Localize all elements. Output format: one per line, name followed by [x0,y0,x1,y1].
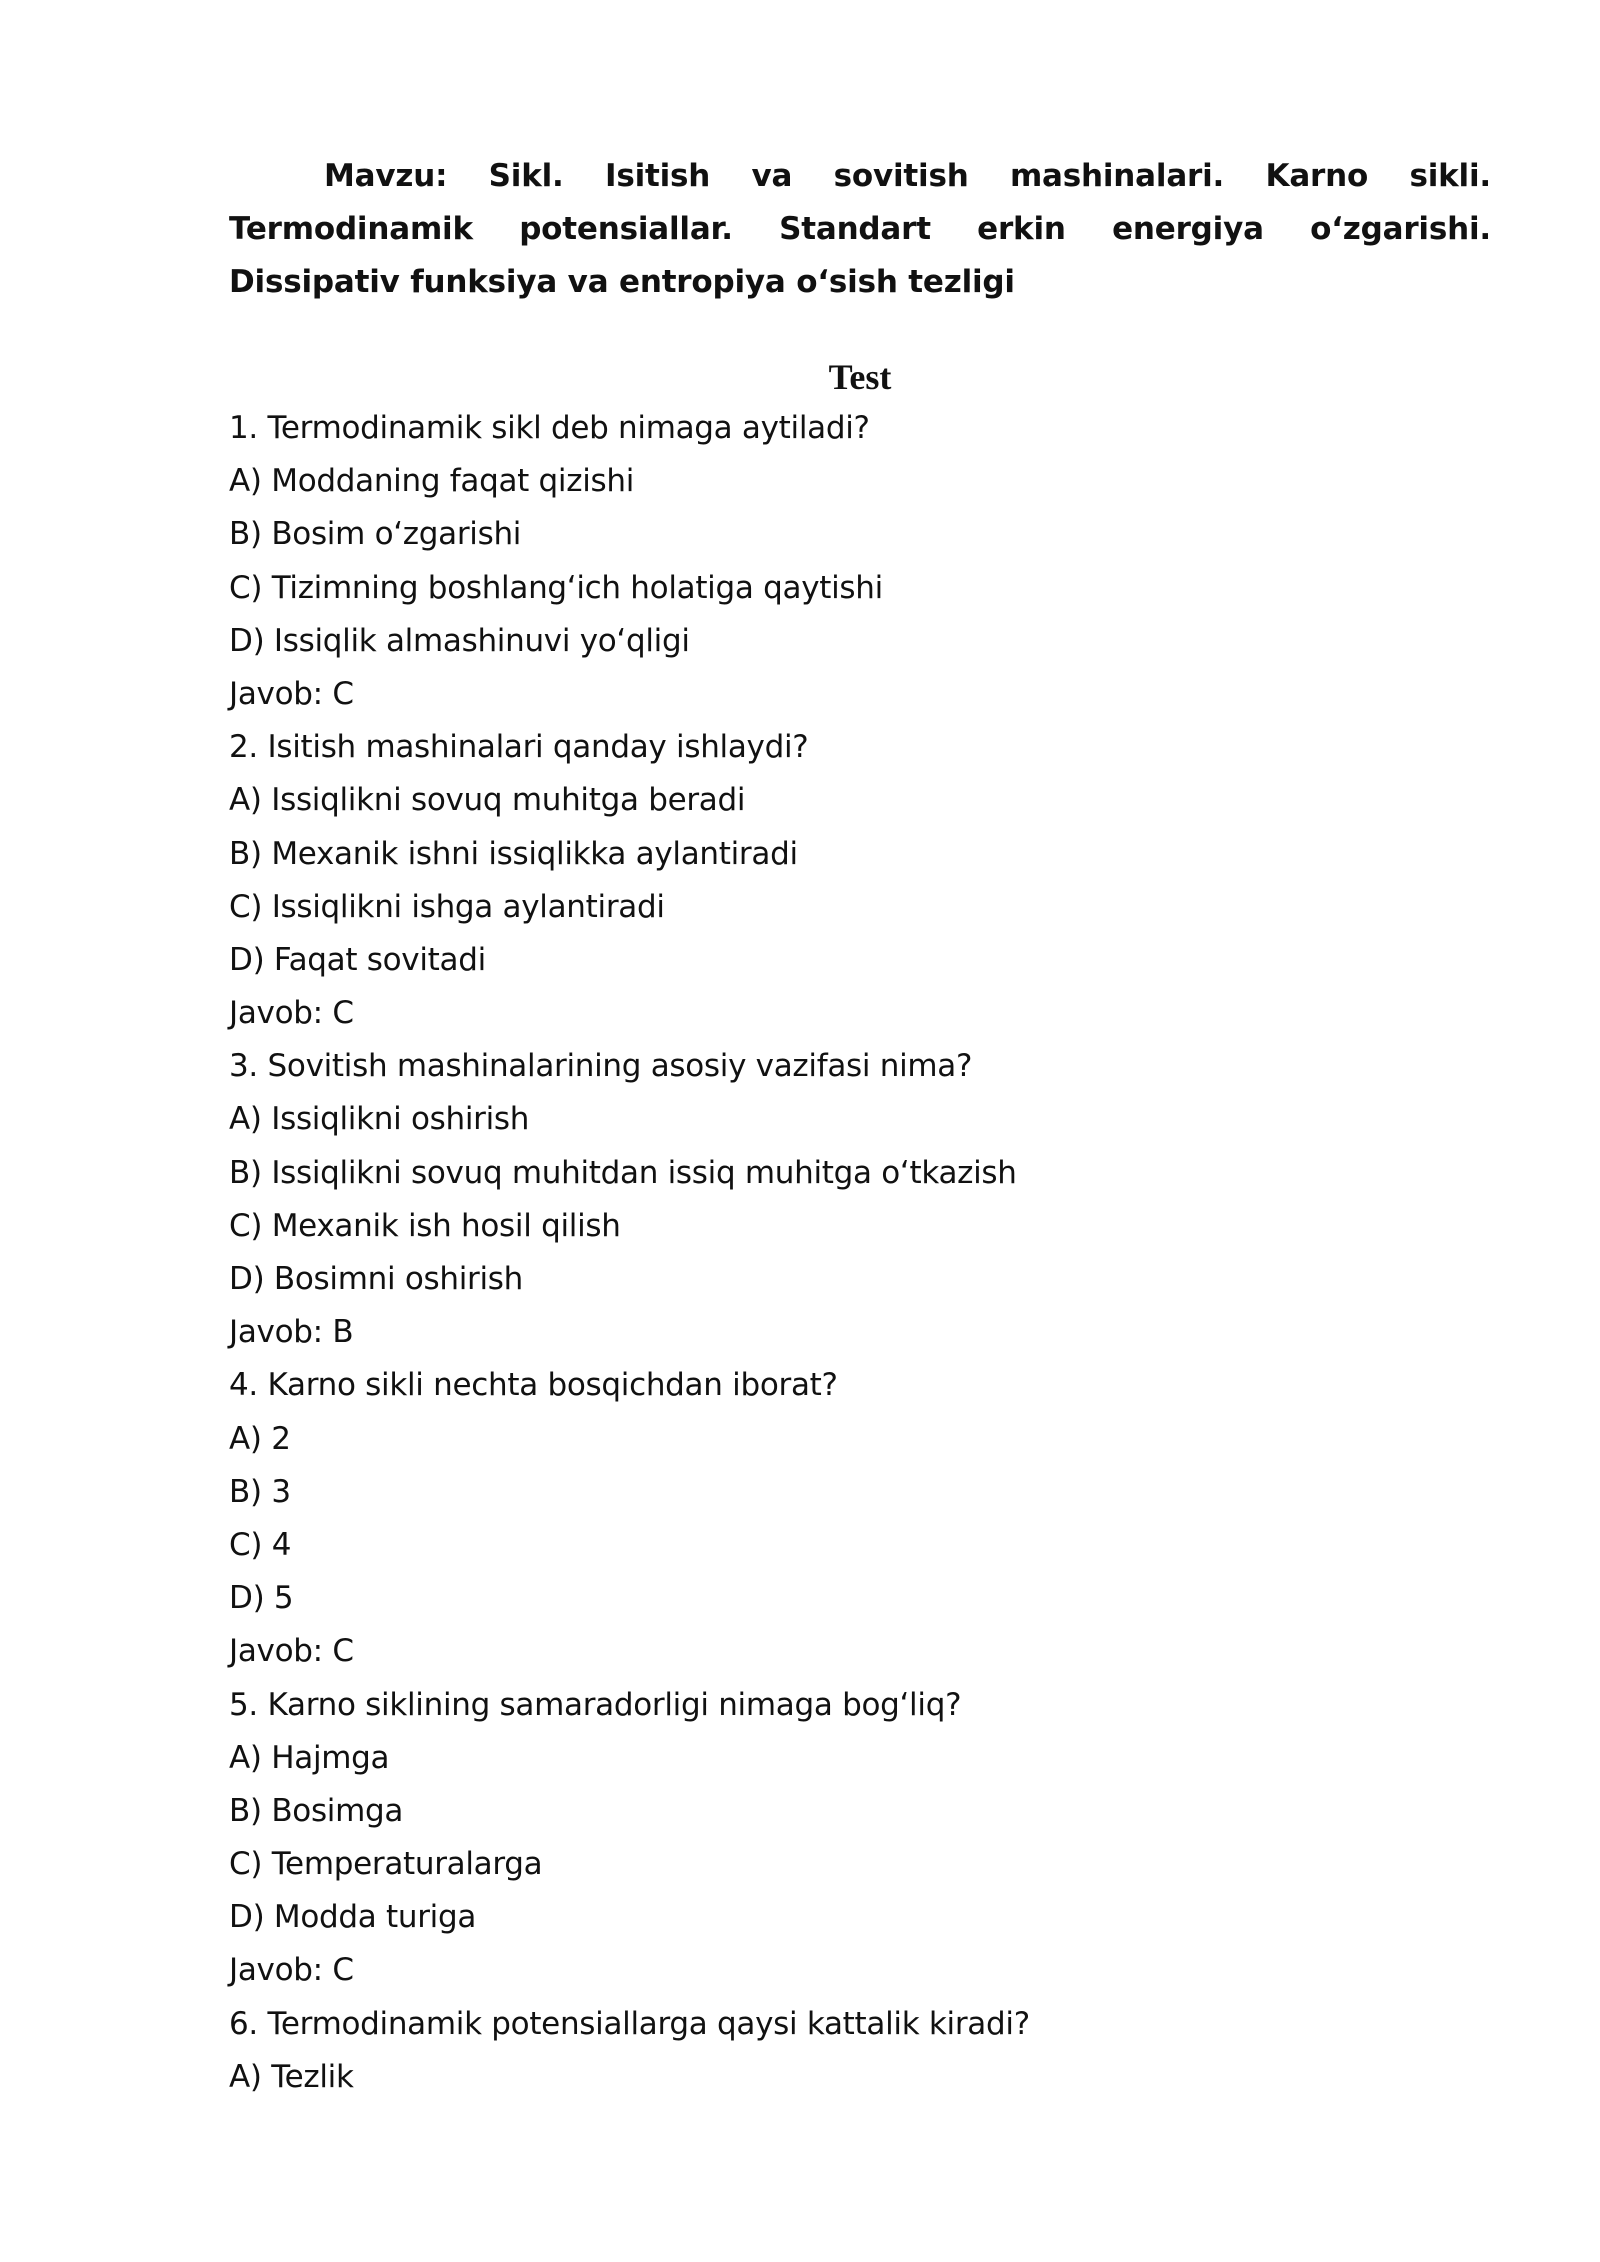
option-c: C) Issiqlikni ishga aylantiradi [229,888,665,925]
question-text: 2. Isitish mashinalari qanday ishlaydi? [229,729,809,766]
option-d: D) Issiqlik almashinuvi yoʻqligi [229,622,690,659]
option-c: C) Mexanik ish hosil qilish [229,1207,621,1244]
option-b: B) Mexanik ishni issiqlikka aylantiradi [229,835,798,872]
answer-line: Javob: C [229,675,354,712]
answer-line: Javob: C [229,995,354,1032]
option-c: C) Temperaturalarga [229,1846,543,1883]
question-text: 3. Sovitish mashinalarining asosiy vazifasi nima? [229,1048,973,1085]
topic-heading: Mavzu: Sikl. Isitish va sovitish mashinalari. Karno sikli. Termodinamik potensiallar. Standart erkin energiya oʻzgarishi. Dissipativ funksiya va entropiya oʻsish tezligi [229,158,1491,300]
option-a: A) Issiqlikni sovuq muhitga beradi [229,782,746,819]
option-c: C) Tizimning boshlangʻich holatiga qaytishi [229,569,883,606]
option-d: D) Modda turiga [229,1899,477,1936]
question-text: 4. Karno sikli nechta bosqichdan iborat? [229,1367,838,1404]
option-c: C) 4 [229,1526,292,1563]
answer-line: Javob: C [229,1633,354,1670]
option-b: B) 3 [229,1473,291,1510]
answer-line: Javob: C [229,1952,354,1989]
option-a: A) Issiqlikni oshirish [229,1101,530,1138]
option-a: A) Tezlik [229,2058,354,2095]
answer-line: Javob: B [229,1314,354,1351]
option-d: D) Bosimni oshirish [229,1261,523,1297]
question-text: 5. Karno siklining samaradorligi nimaga bogʻliq? [229,1686,962,1723]
option-b: B) Bosim oʻzgarishi [229,516,522,553]
option-a: A) Moddaning faqat qizishi [229,463,635,500]
option-a: A) Hajmga [229,1739,390,1776]
option-d: D) 5 [229,1580,294,1617]
option-b: B) Issiqlikni sovuq muhitdan issiq muhitga oʻtkazish [229,1154,1017,1191]
option-a: A) 2 [229,1420,291,1457]
question-text: 1. Termodinamik sikl deb nimaga aytiladi? [229,410,870,446]
test-title: Test [828,357,892,397]
option-b: B) Bosimga [229,1792,404,1829]
option-d: D) Faqat sovitadi [229,941,486,978]
document-page [229,150,1491,2104]
question-text: 6. Termodinamik potensiallarga qaysi kattalik kiradi? [229,2005,1030,2042]
question-list [229,402,1491,2104]
